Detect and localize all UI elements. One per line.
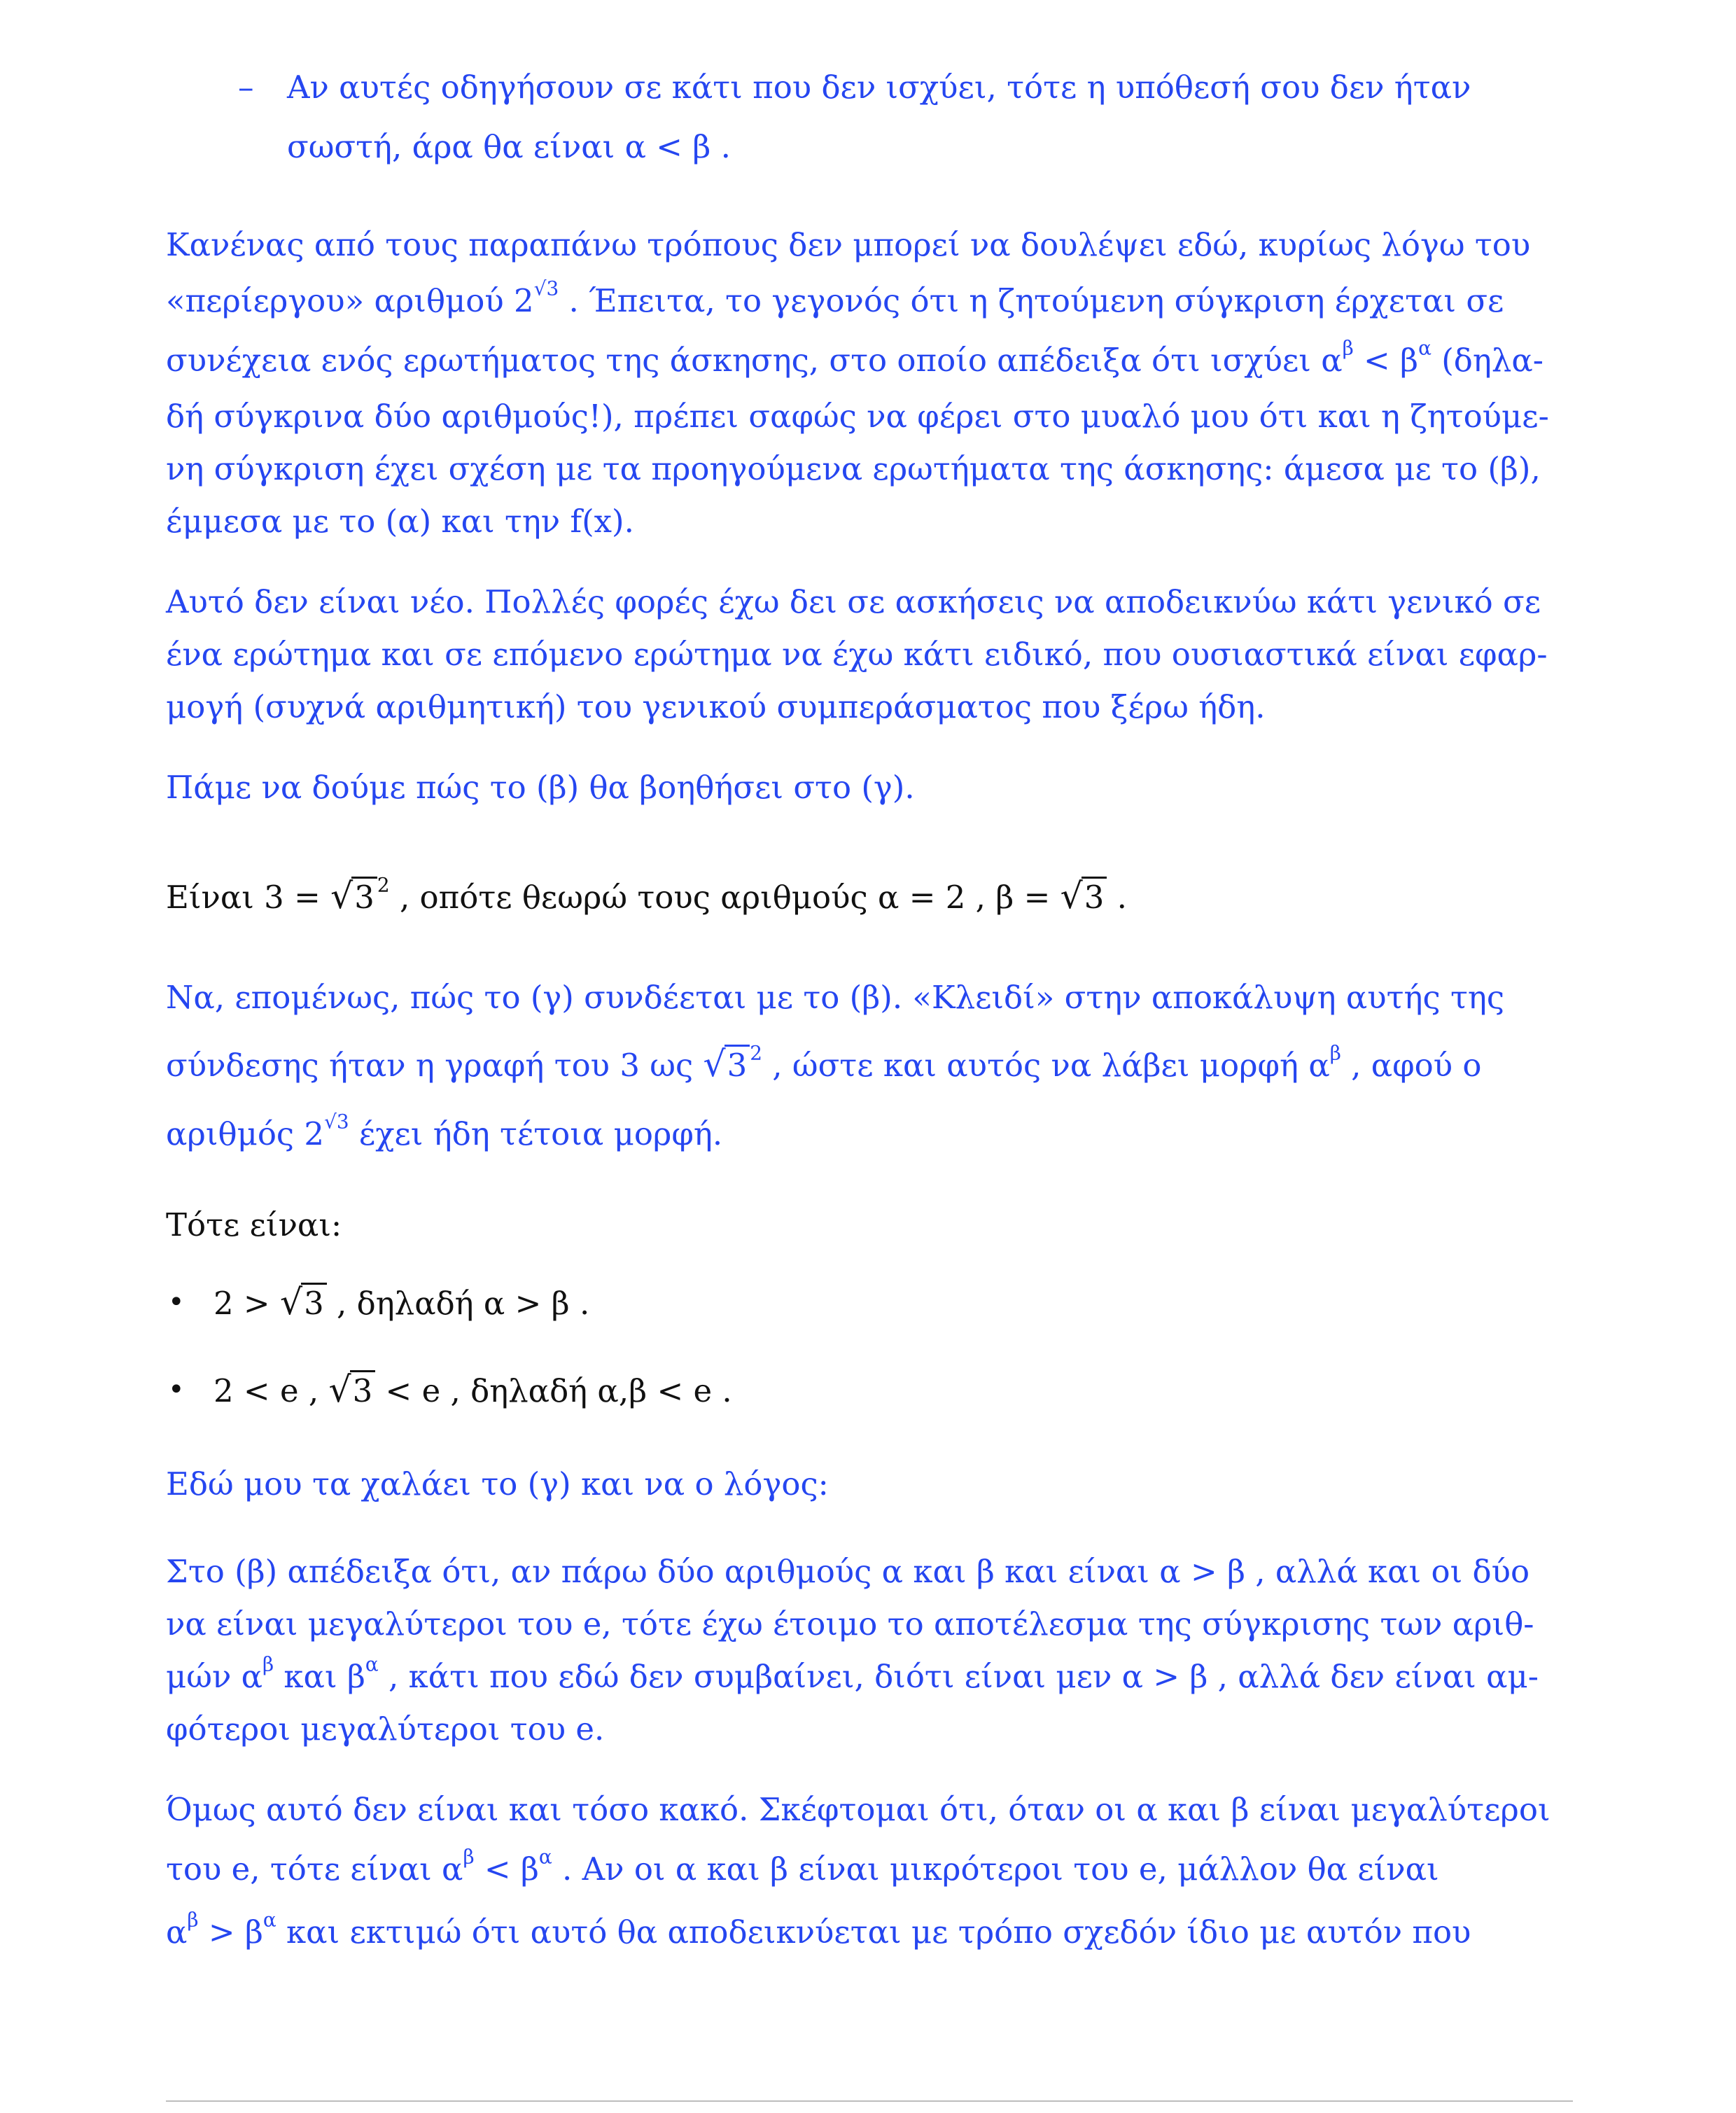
para6-line-2: να είναι μεγαλύτεροι του e, τότε έχω έτοιμο το αποτέλεσμα της σύγκρισης των αριθ- [166, 1605, 1534, 1643]
square-root-3: √3 [703, 1043, 750, 1087]
square-root-3: √3 [280, 1281, 327, 1325]
solution-item-1: 2 > √3 , δηλαδή α > β . [214, 1281, 1620, 1325]
para7-line-1: Όμως αυτό δεν είναι και τόσο κακό. Σκέφτομαι ότι, όταν οι α και β είναι μεγαλύτεροι [166, 1791, 1550, 1828]
para4-line-3: αριθμός $2^{√3}$ έχει ήδη τέτοια μορφή. [166, 1110, 723, 1152]
para1-line-4: δή σύγκρινα δύο αριθμούς!), πρέπει σαφώς να φέρει στο μυαλό μου ότι και η ζητούμε- [166, 398, 1549, 435]
square-root-3: √3 [329, 1369, 376, 1412]
para1-line-6: έμμεσα με το (α) και την f(x). [166, 503, 634, 540]
para1-line-3: συνέχεια ενός ερωτήματος της άσκησης, στο οποίο απέδειξα ότι ισχύει $\alpha^\beta < \beta^\alpha$ (δηλα- [166, 336, 1544, 379]
square-root-3: √3 [1060, 875, 1107, 919]
para7-line-2: του e, τότε είναι $\alpha^\beta < \beta^\alpha$ . Αν οι α και β είναι μικρότεροι του e, μάλλον θα είναι [166, 1845, 1439, 1888]
para2-line-2: ένα ερώτημα και σε επόμενο ερώτημα να έχω κάτι ειδικό, που ουσιαστικά είναι εφαρ- [166, 636, 1548, 673]
footer-divider [166, 2100, 1573, 2102]
para4-line-1: Να, επομένως, πώς το (γ) συνδέεται με το (β). «Κλειδί» στην αποκάλυψη αυτής της [166, 979, 1505, 1016]
square-root-3: √3 [330, 875, 377, 919]
para4-line-2: σύνδεσης ήταν η γραφή του 3 ως √3 $^2$ , ώστε και αυτός να λάβει μορφή $\alpha^\beta$ , αφού ο [166, 1043, 1573, 1087]
solution-item-2: 2 < e , √3 < e , δηλαδή α,β < e . [214, 1369, 1620, 1412]
solution-intro: Τότε είναι: [166, 1206, 342, 1243]
dash-bullet-marker: – [238, 69, 254, 106]
para7-line-3: $\alpha^\beta > \beta^\alpha$ και εκτιμώ ότι αυτό θα αποδεικνύεται με τρόπο σχεδόν ίδιο με αυτόν που [166, 1908, 1471, 1951]
para1-line-2: «περίεργου» αριθμού $2^{√3}$ . Έπειτα, το γεγονός ότι η ζητούμενη σύγκριση έρχεται σε [166, 277, 1504, 319]
para2-line-1: Αυτό δεν είναι νέο. Πολλές φορές έχω δει σε ασκήσεις να αποδεικνύω κάτι γενικό σε [166, 583, 1541, 620]
para1-line-5: νη σύγκριση έχει σχέση με τα προηγούμενα ερωτήματα της άσκησης: άμεσα με το (β), [166, 450, 1541, 487]
para6-line-4: φότεροι μεγαλύτεροι του e. [166, 1710, 605, 1748]
sub-item-line-2: σωστή, άρα θα είναι α < β . [287, 128, 731, 165]
para6-line-3: μών $\alpha^\beta$ και $\beta^\alpha$ , κάτι που εδώ δεν συμβαίνει, διότι είναι μεν α > β , αλλά δεν είναι αμ- [166, 1652, 1539, 1695]
para1-line-1: Κανένας από τους παραπάνω τρόπους δεν μπορεί να δουλέψει εδώ, κυρίως λόγω του [166, 226, 1531, 263]
solution-equation-line: Είναι 3 = √3 $^2$ , οπότε θεωρώ τους αριθμούς α = 2 , β = √3 . [166, 875, 1573, 919]
para2-line-3: μογή (συχνά αριθμητική) του γενικού συμπεράσματος που ξέρω ήδη. [166, 688, 1266, 725]
bullet-marker: • [168, 1374, 185, 1406]
sub-item-line-1: Αν αυτές οδηγήσουν σε κάτι που δεν ισχύει, τότε η υπόθεσή σου δεν ήταν [287, 69, 1471, 106]
para6-line-1: Στο (β) απέδειξα ότι, αν πάρω δύο αριθμούς α και β και είναι α > β , αλλά και οι δύο [166, 1553, 1530, 1590]
para3-line-1: Πάμε να δούμε πώς το (β) θα βοηθήσει στο (γ). [166, 769, 915, 806]
para5-line-1: Εδώ μου τα χαλάει το (γ) και να ο λόγος: [166, 1465, 829, 1502]
bullet-marker: • [168, 1286, 185, 1318]
